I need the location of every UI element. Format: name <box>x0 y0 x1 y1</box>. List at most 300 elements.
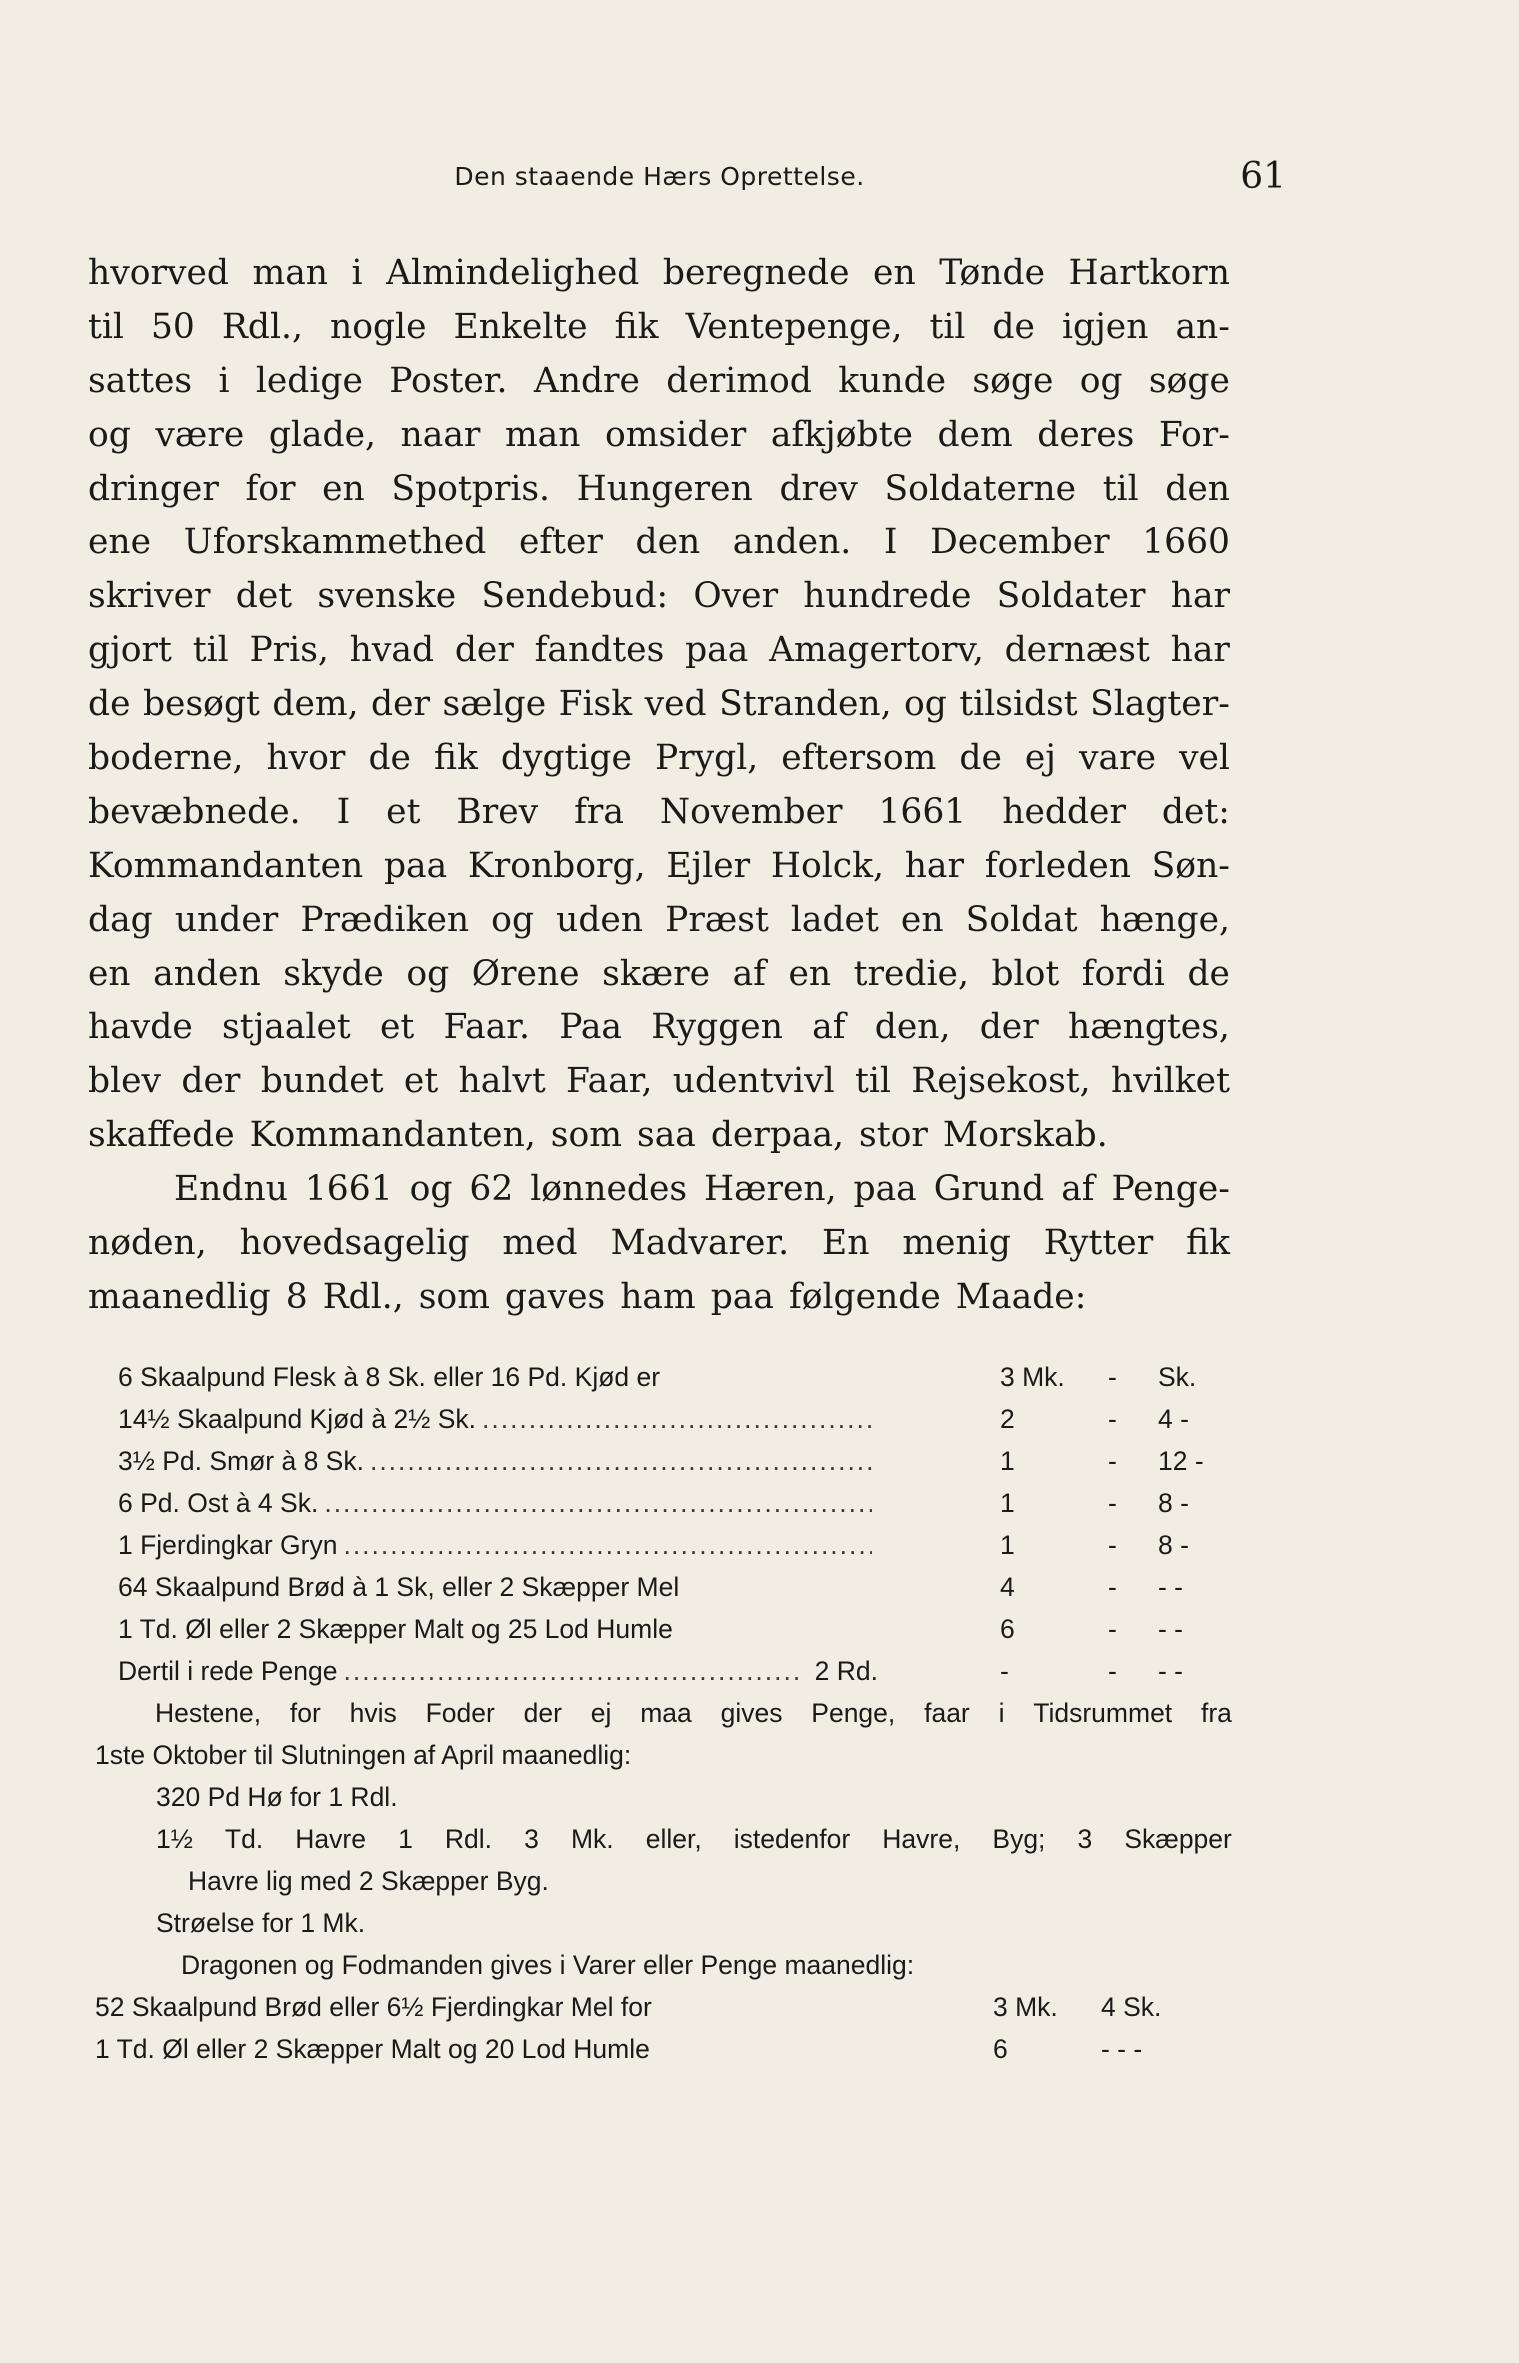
word: Hæren, <box>704 1169 837 1210</box>
ledger-sep: - <box>1108 1614 1117 1644</box>
word: Skæpper <box>1124 1824 1232 1854</box>
ledger-sk: 4 - <box>1158 1404 1189 1434</box>
word: de <box>88 684 131 725</box>
running-head <box>88 156 1286 198</box>
word: de <box>368 738 411 779</box>
word: December <box>930 522 1110 563</box>
ledger-amount <box>1000 1572 1300 1603</box>
ledger-sk: - - <box>1158 1614 1184 1644</box>
word: Soldat <box>965 899 1078 940</box>
word: 50 <box>150 306 195 347</box>
ledger-row <box>118 1488 1232 1530</box>
word: ene <box>88 522 152 563</box>
ledger-sk: - - <box>1158 1572 1184 1602</box>
word: dygtige <box>500 738 632 779</box>
dragoon-amount <box>993 2034 1293 2065</box>
word: og <box>88 414 131 455</box>
word: paa <box>853 1169 917 1210</box>
word: nogle <box>329 306 427 347</box>
word: en <box>900 899 944 940</box>
text-line <box>88 301 1230 355</box>
word: 1661 <box>878 791 967 832</box>
word: skaffede <box>88 1115 235 1156</box>
word: skyde <box>283 953 384 994</box>
word: til <box>88 306 124 347</box>
ledger-amount <box>1000 1656 1300 1687</box>
word: søge <box>972 360 1054 401</box>
word: blev <box>88 1061 162 1102</box>
word: ved <box>644 684 707 725</box>
word: den <box>1165 468 1230 509</box>
word: 1661 <box>304 1169 393 1210</box>
text-line <box>88 1163 1230 1217</box>
word: hedder <box>1002 791 1126 832</box>
leader-dots <box>343 1530 872 1561</box>
word: dernæst <box>1004 630 1150 671</box>
word: hvilket <box>1110 1061 1230 1102</box>
word: for <box>289 1698 321 1728</box>
ledger-left <box>118 1530 878 1561</box>
ledger-left <box>118 1362 878 1393</box>
word: eftersom <box>781 738 937 779</box>
word: og <box>904 684 947 725</box>
word: Morskab. <box>942 1115 1108 1156</box>
word: Mk. <box>570 1824 614 1854</box>
word: en <box>88 953 131 994</box>
dragoon-mk: 6 <box>993 2034 1008 2064</box>
word: stjaalet <box>222 1007 351 1048</box>
word: fandtes <box>534 630 665 671</box>
word: gaves <box>504 1276 606 1317</box>
ledger-mk: 4 <box>1000 1572 1015 1602</box>
ledger-desc: 3½ Pd. Smør à 8 Sk. <box>118 1446 364 1476</box>
word: Enkelte <box>453 306 588 347</box>
ledger-desc: Dertil i rede Penge <box>118 1656 338 1686</box>
text-line <box>88 1109 1230 1163</box>
straw-line: Strøelse for 1 Mk. <box>156 1908 366 1938</box>
word: stor <box>859 1115 928 1156</box>
ledger-row <box>118 1404 1232 1446</box>
word: Holck, <box>770 845 884 886</box>
ledger-sk: 12 - <box>1158 1446 1204 1476</box>
word: hovedsagelig <box>239 1223 470 1264</box>
ledger-amount <box>1000 1404 1300 1435</box>
text-line <box>88 678 1230 732</box>
spacer <box>660 1362 878 1393</box>
word: blot <box>991 953 1060 994</box>
word: en <box>322 468 365 509</box>
ledger-left <box>118 1572 878 1603</box>
word: istedenfor <box>733 1824 851 1854</box>
spacer <box>679 1572 878 1603</box>
ledger-row <box>118 1530 1232 1572</box>
word: for <box>245 468 296 509</box>
leader-dots <box>324 1488 872 1519</box>
word: Slagter- <box>1090 684 1230 725</box>
word: Almindelighed <box>386 253 640 293</box>
word: hundrede <box>803 576 972 617</box>
text-line <box>88 732 1230 786</box>
word: drev <box>779 468 858 509</box>
word: følgende <box>788 1276 941 1317</box>
ledger-sk: Sk. <box>1158 1362 1197 1392</box>
word: til <box>929 306 966 347</box>
word: gives <box>720 1698 783 1728</box>
word: Over <box>693 576 779 617</box>
word: Spotpris. <box>391 468 551 509</box>
word: fra <box>1201 1698 1232 1728</box>
ledger-mk: 1 <box>1000 1530 1015 1560</box>
word: af <box>812 1007 846 1048</box>
text-line <box>88 355 1230 409</box>
ledger-amount <box>1000 1488 1300 1519</box>
word: fra <box>574 791 624 832</box>
word: maa <box>640 1698 692 1728</box>
text-line <box>88 894 1230 948</box>
oats-line: Havre lig med 2 Skæpper Byg. <box>188 1866 549 1896</box>
word: tilsidst <box>959 684 1078 725</box>
word: ej <box>1024 738 1057 779</box>
ledger-sk: 8 - <box>1158 1530 1189 1560</box>
word: Præst <box>665 899 769 940</box>
word: og <box>491 899 535 940</box>
word: en <box>873 253 916 293</box>
word: i <box>998 1698 1005 1728</box>
word: i <box>218 360 230 401</box>
running-title: Den staaende Hærs Oprettelse. <box>454 162 865 191</box>
text-line <box>88 786 1230 840</box>
word: Ryggen <box>651 1007 783 1048</box>
word: 1 <box>398 1824 413 1854</box>
word: paa <box>383 845 448 886</box>
horses-line <box>95 1698 1232 1740</box>
word: være <box>155 414 245 455</box>
ledger-sep: - <box>1108 1488 1117 1518</box>
word: fik <box>614 306 659 347</box>
word: November <box>659 791 843 832</box>
word: Prygl, <box>654 738 759 779</box>
ledger-sk: - - <box>1158 1656 1184 1686</box>
word: hvis <box>349 1698 397 1728</box>
ledger-amount <box>1000 1446 1300 1477</box>
word: Hungeren <box>576 468 753 509</box>
word: kunde <box>838 360 947 401</box>
word: Fisk <box>558 684 633 725</box>
word: En <box>822 1223 870 1264</box>
word: dem <box>937 414 1013 455</box>
word: Kommandanten <box>88 845 364 886</box>
word: har <box>904 845 964 886</box>
word: der <box>979 1007 1039 1048</box>
ledger-rd: 2 Rd. <box>814 1656 878 1686</box>
word: anden <box>153 953 261 994</box>
leader-dots <box>370 1446 872 1477</box>
word: Tidsrummet <box>1033 1698 1173 1728</box>
ledger-mk: 2 <box>1000 1404 1015 1434</box>
page-number: 61 <box>1240 156 1286 197</box>
ledger-desc: 1 Td. Øl eller 2 Skæpper Malt og 25 Lod Humle <box>118 1614 673 1644</box>
word: hvorved <box>88 253 229 293</box>
word: I <box>336 791 351 832</box>
text-line <box>88 409 1230 463</box>
word: Tønde <box>939 253 1046 293</box>
word: Kommandanten, <box>249 1115 536 1156</box>
word: en <box>788 953 832 994</box>
word: søge <box>1148 360 1230 401</box>
word: ledige <box>255 360 363 401</box>
word: Kronborg, <box>467 845 646 886</box>
ledger-mk: 6 <box>1000 1614 1015 1644</box>
ledger-sep: - <box>1108 1362 1117 1392</box>
ledger-sep: - <box>1108 1572 1117 1602</box>
word: Madvarer. <box>610 1223 790 1264</box>
word: svenske <box>317 576 457 617</box>
ledger-desc: 64 Skaalpund Brød à 1 Sk, eller 2 Skæpper Mel <box>118 1572 680 1602</box>
word: Havre <box>295 1824 366 1854</box>
ledger-sep: - <box>1108 1446 1117 1476</box>
word: Endnu <box>174 1169 288 1210</box>
word: fik <box>433 738 478 779</box>
word: efter <box>518 522 603 563</box>
word: Ørene <box>471 953 580 994</box>
word: 1660 <box>1142 522 1230 563</box>
ledger-mk: 1 <box>1000 1446 1015 1476</box>
word: 1½ <box>156 1824 193 1854</box>
hay-line: 320 Pd Hø for 1 Rdl. <box>156 1782 398 1812</box>
ledger-row <box>118 1446 1232 1488</box>
word: hvad <box>349 630 435 671</box>
word: havde <box>88 1007 193 1048</box>
ledger-amount <box>1000 1614 1300 1645</box>
dragoon-intro: Dragonen og Fodmanden gives i Varer eller Penge maanedlig: <box>181 1950 915 1980</box>
horses-line: 1ste Oktober til Slutningen af April maanedlig: <box>95 1740 632 1770</box>
word: Andre <box>533 360 640 401</box>
word: 3 <box>524 1824 539 1854</box>
word: Grund <box>933 1169 1045 1210</box>
text-line <box>88 624 1230 678</box>
ledger-desc: 6 Pd. Ost à 4 Sk. <box>118 1488 319 1518</box>
word: Hartkorn <box>1068 253 1230 293</box>
word: vel <box>1178 738 1230 779</box>
word: den <box>635 522 701 563</box>
word: an- <box>1175 306 1230 347</box>
word: afkjøbte <box>770 414 913 455</box>
ledger-mk: 1 <box>1000 1488 1015 1518</box>
word: udentvivl <box>672 1061 835 1102</box>
word: dag <box>88 899 153 940</box>
word: med <box>502 1223 578 1264</box>
ledger-sk: 8 - <box>1158 1488 1189 1518</box>
text-line <box>88 463 1230 517</box>
word: Byg; <box>992 1824 1046 1854</box>
word: fik <box>1186 1223 1230 1264</box>
word: skriver <box>88 576 211 617</box>
word: derpaa, <box>710 1115 845 1156</box>
word: Penge- <box>1111 1169 1230 1210</box>
word: man <box>252 253 328 293</box>
word: det: <box>1161 791 1230 832</box>
dragoon-row <box>95 2034 1232 2076</box>
word: Pris, <box>249 630 329 671</box>
dragoon-row <box>95 1992 1232 2034</box>
word: et <box>403 1061 439 1102</box>
word: hvor <box>266 738 346 779</box>
word: og <box>409 1169 453 1210</box>
word: af <box>732 953 766 994</box>
spacer <box>673 1614 878 1645</box>
word: ladet <box>790 899 879 940</box>
word: Ejler <box>666 845 751 886</box>
word: Faar, <box>566 1061 653 1102</box>
word: Faar. <box>443 1007 530 1048</box>
word: har <box>1170 630 1230 671</box>
word: fordi <box>1081 953 1165 994</box>
word: sælge <box>442 684 547 725</box>
word: har <box>1170 576 1230 617</box>
word: Hestene, <box>155 1698 262 1728</box>
word: Rdl., <box>221 306 303 347</box>
word: paa <box>685 630 749 671</box>
dragoon-mk: 3 Mk. <box>993 1992 1058 2022</box>
text-line <box>88 948 1230 1002</box>
ledger-mk: 3 Mk. <box>1000 1362 1065 1392</box>
word: dringer <box>88 468 219 509</box>
word: ej <box>590 1698 612 1728</box>
ledger-amount <box>1000 1530 1300 1561</box>
word: naar <box>400 414 481 455</box>
ledger-amount <box>1000 1362 1300 1393</box>
word: Poster. <box>389 360 508 401</box>
text-line <box>88 1217 1230 1271</box>
oats-line <box>118 1824 1232 1866</box>
word: gjort <box>88 630 172 671</box>
word: Rytter <box>1043 1223 1154 1264</box>
word: de <box>959 738 1002 779</box>
word: derimod <box>666 360 812 401</box>
leader-dots <box>482 1404 872 1435</box>
word: Soldater <box>996 576 1146 617</box>
ledger-sep: - <box>1108 1404 1117 1434</box>
word: forleden <box>984 845 1131 886</box>
word: anden. <box>732 522 852 563</box>
word: der <box>523 1698 562 1728</box>
word: Rdl. <box>444 1824 493 1854</box>
word: menig <box>902 1223 1011 1264</box>
word: som <box>550 1115 622 1156</box>
word: halvt <box>458 1061 546 1102</box>
word: det <box>235 576 293 617</box>
word: til <box>854 1061 891 1102</box>
word: I <box>883 522 898 563</box>
ledger-row <box>118 1614 1232 1656</box>
word: Brev <box>456 791 539 832</box>
word: bevæbnede. <box>88 791 301 832</box>
leader-dots <box>343 1656 800 1687</box>
ledger-desc: 14½ Skaalpund Kjød à 2½ Sk. <box>118 1404 476 1434</box>
word: der <box>371 684 430 725</box>
word: skære <box>602 953 711 994</box>
word: besøgt <box>142 684 260 725</box>
word: Amagertorv, <box>769 630 984 671</box>
dragoon-desc: 52 Skaalpund Brød eller 6½ Fjerdingkar Mel for <box>95 1992 652 2022</box>
word: Rdl., <box>322 1276 404 1317</box>
word: faar <box>924 1698 970 1728</box>
word: der <box>454 630 514 671</box>
word: under <box>174 899 279 940</box>
ledger-sep: - <box>1108 1530 1117 1560</box>
text-line <box>88 1001 1230 1055</box>
text-line <box>88 1271 1230 1325</box>
word: der <box>181 1061 241 1102</box>
word: 8 <box>285 1276 308 1317</box>
word: nøden, <box>88 1223 207 1264</box>
word: et <box>386 791 421 832</box>
word: eller, <box>645 1824 702 1854</box>
dragoon-desc: 1 Td. Øl eller 2 Skæpper Malt og 20 Lod Humle <box>95 2034 650 2064</box>
word: hænge, <box>1099 899 1230 940</box>
ledger-left <box>118 1614 878 1645</box>
body-paragraphs <box>88 247 1230 1325</box>
word: Maade: <box>955 1276 1087 1317</box>
ledger-left <box>118 1404 878 1435</box>
word: Soldaterne <box>884 468 1077 509</box>
dragoon-amount <box>993 1992 1293 2023</box>
text-line <box>88 516 1230 570</box>
word: saa <box>637 1115 696 1156</box>
word: i <box>351 253 363 293</box>
text-line <box>88 247 1230 301</box>
word: Sendebud: <box>481 576 669 617</box>
word: hængtes, <box>1067 1007 1230 1048</box>
word: Penge, <box>811 1698 896 1728</box>
ledger-desc: 1 Fjerdingkar Gryn <box>118 1530 338 1560</box>
word: 62 <box>469 1169 514 1210</box>
word: 3 <box>1077 1824 1093 1854</box>
word: Havre, <box>882 1824 961 1854</box>
word: beregnede <box>662 253 850 293</box>
word: Paa <box>559 1007 622 1048</box>
ledger-sep: - <box>1108 1656 1117 1686</box>
word: For- <box>1158 414 1230 455</box>
word: lønnedes <box>530 1169 688 1210</box>
word: man <box>504 414 581 455</box>
word: til <box>192 630 229 671</box>
word: sattes <box>88 360 193 401</box>
ledger-left <box>118 1656 878 1687</box>
dragoon-sk: 4 Sk. <box>1101 1992 1162 2022</box>
word: som <box>418 1276 490 1317</box>
ledger-row <box>118 1362 1232 1404</box>
word: glade, <box>268 414 376 455</box>
word: vare <box>1079 738 1156 779</box>
word: Rejsekost, <box>911 1061 1091 1102</box>
word: den, <box>874 1007 951 1048</box>
word: til <box>1102 468 1139 509</box>
text-line <box>88 1055 1230 1109</box>
word: et <box>380 1007 415 1048</box>
word: Stranden, <box>719 684 892 725</box>
word: dem, <box>272 684 359 725</box>
ledger-desc: 6 Skaalpund Flesk à 8 Sk. eller 16 Pd. Kjød er <box>118 1362 661 1392</box>
word: og <box>406 953 450 994</box>
word: og <box>1079 360 1123 401</box>
word: boderne, <box>88 738 244 779</box>
word: Prædiken <box>300 899 470 940</box>
word: Uforskammethed <box>183 522 487 563</box>
word: tredie, <box>853 953 969 994</box>
dragoon-sk: - - - <box>1101 2034 1143 2064</box>
ledger-row <box>118 1656 1232 1698</box>
